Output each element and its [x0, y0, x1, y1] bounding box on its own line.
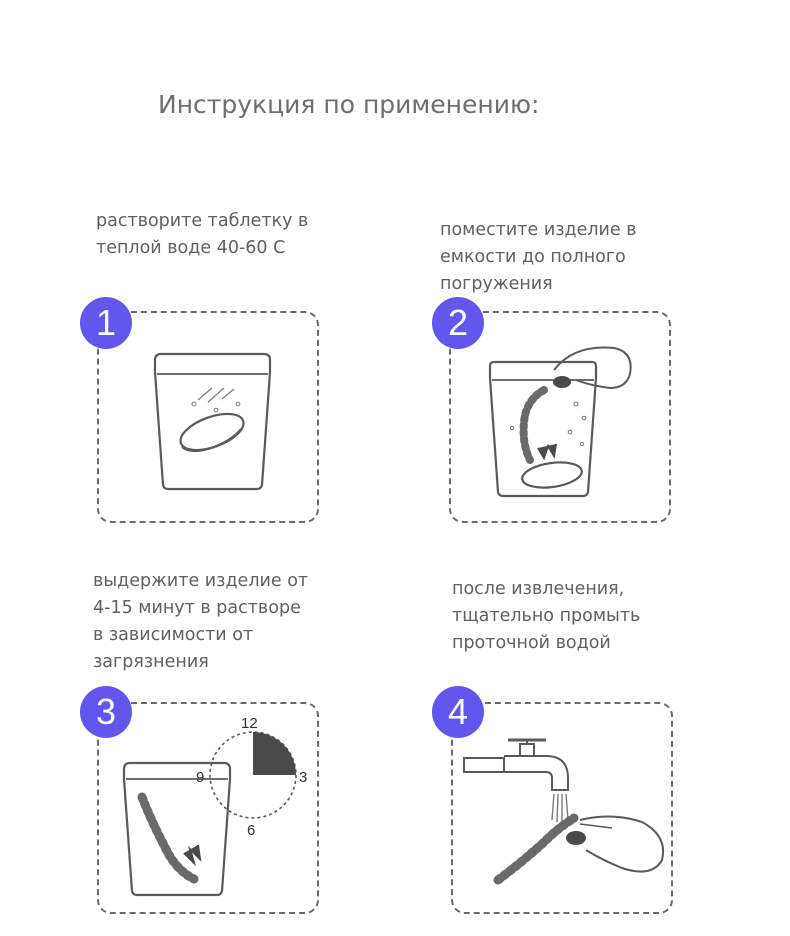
denture-in-glass-illustration	[484, 340, 644, 505]
step-1-badge: 1	[80, 297, 132, 349]
step-4-instruction: после извлечения, тщательно промыть проточной водой	[452, 579, 641, 653]
glass-with-timer-illustration	[118, 713, 318, 898]
step-4-badge: 4	[432, 686, 484, 738]
page-title: Инструкция по применению:	[158, 90, 540, 119]
step-3-instruction: выдержите изделие от 4-15 минут в растворе в зависимости от загрязнения	[93, 571, 309, 672]
clock-label-12: 12	[241, 715, 258, 732]
clock-label-3: 3	[299, 769, 308, 786]
step-3-badge: 3	[80, 686, 132, 738]
step-1-instruction: растворите таблетку в теплой воде 40-60 С	[96, 211, 309, 258]
clock-label-9: 9	[196, 769, 205, 786]
clock-label-6: 6	[247, 822, 256, 839]
glass-with-tablet-illustration	[150, 350, 280, 495]
step-2-instruction: поместите изделие в емкости до полного погружения	[440, 220, 637, 294]
step-2-badge: 2	[432, 297, 484, 349]
faucet-rinsing-illustration	[462, 732, 674, 887]
